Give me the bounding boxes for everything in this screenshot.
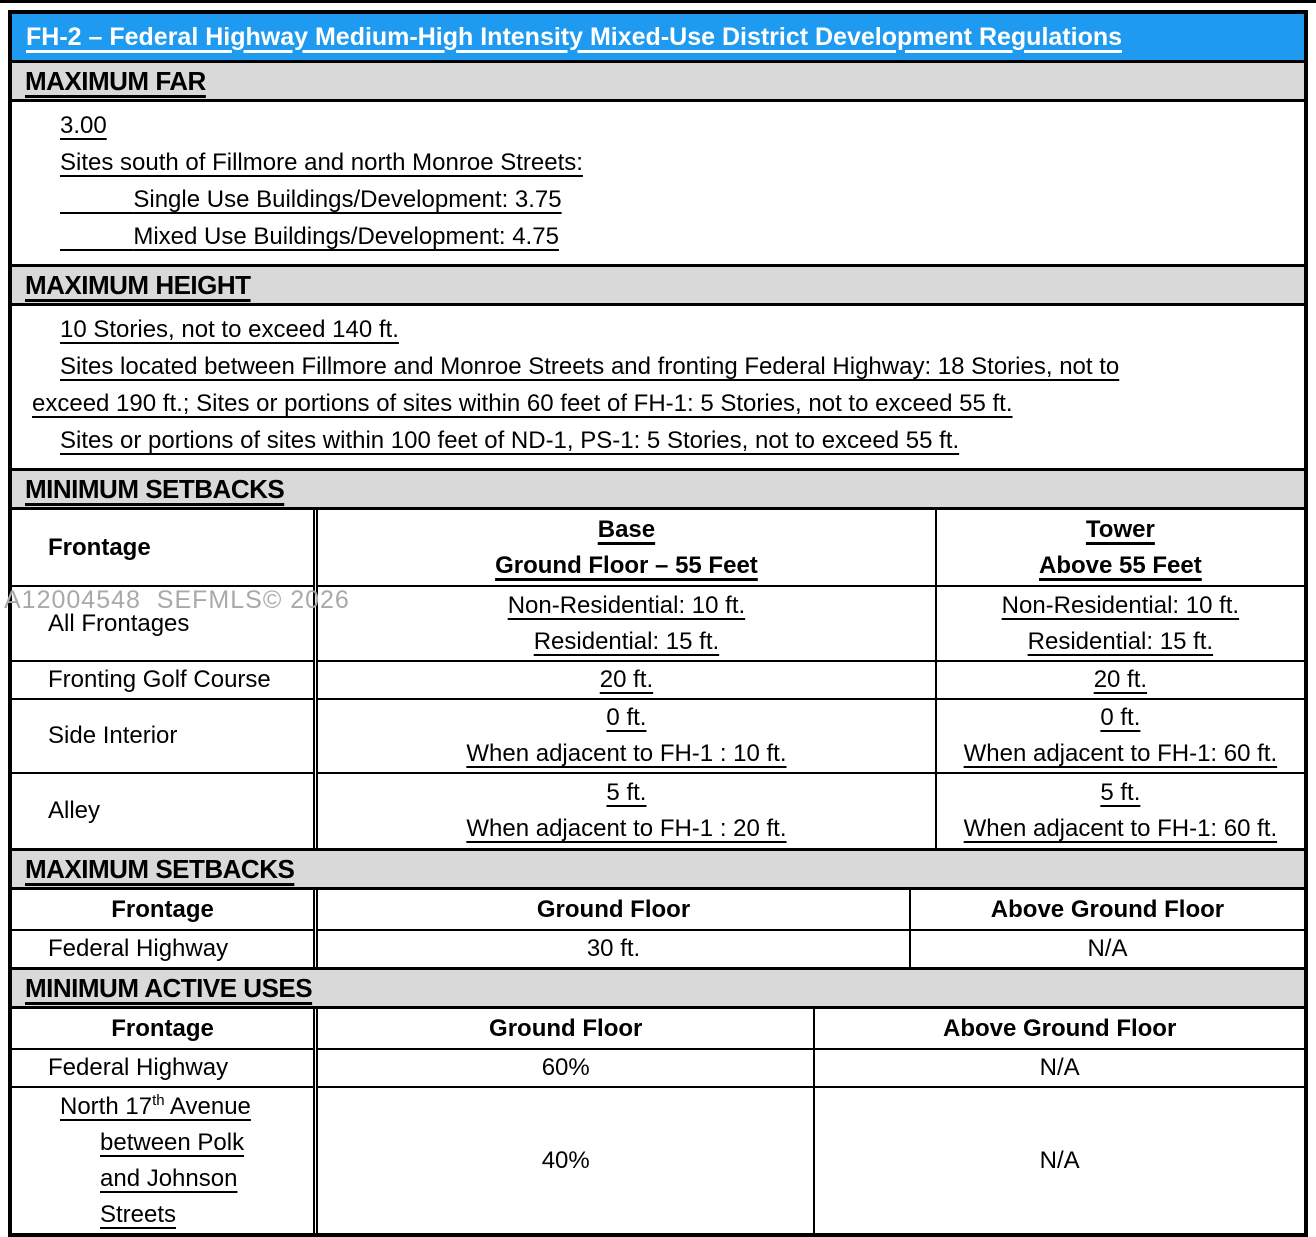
frontage-line: Streets xyxy=(100,1200,177,1228)
cell-frontage xyxy=(12,1087,316,1233)
cell-above-ground-floor: N/A xyxy=(814,1049,1304,1087)
section-heading-maximum-height xyxy=(12,264,1304,306)
section-heading-minimum-active-uses xyxy=(12,967,1304,1009)
column-header-frontage: Frontage xyxy=(12,510,316,586)
minimum-setbacks-table xyxy=(12,510,1304,848)
frontage-line: North 17th Avenue xyxy=(60,1091,251,1120)
column-header-above-ground-floor: Above Ground Floor xyxy=(910,890,1304,930)
column-header-frontage: Frontage xyxy=(12,890,316,930)
column-header-frontage: Frontage xyxy=(12,1009,316,1049)
maximum-setbacks-table xyxy=(12,890,1304,967)
table-header-row xyxy=(12,1009,1304,1049)
page-title: FH-2 – Federal Highway Medium-High Intensity Mixed-Use District Development Regulations xyxy=(26,22,1123,51)
height-line: Sites or portions of sites within 100 feet of ND-1, PS-1: 5 Stories, not to exceed 55 ft. xyxy=(60,427,960,454)
cell-ground-floor: 30 ft. xyxy=(316,930,910,967)
table-header-row xyxy=(12,510,1304,586)
section-heading-label: MINIMUM SETBACKS xyxy=(25,473,285,504)
regulations-document xyxy=(8,10,1308,1237)
maximum-far-content xyxy=(12,102,1304,264)
height-line: Sites located between Fillmore and Monroe Streets and fronting Federal Highway: 18 Stories, not to xyxy=(60,353,1120,380)
table-row xyxy=(12,1087,1304,1233)
cell-base: 20 ft. xyxy=(316,661,936,699)
cell-base: Non-Residential: 10 ft. Residential: 15 ft. xyxy=(316,586,936,661)
top-edge-line xyxy=(0,0,1316,3)
table-row xyxy=(12,661,1304,699)
column-header-base: Base Ground Floor – 55 Feet xyxy=(316,510,936,586)
section-heading-label: MINIMUM ACTIVE USES xyxy=(25,972,313,1003)
cell-base: 0 ft. When adjacent to FH-1 : 10 ft. xyxy=(316,699,936,773)
section-heading-label: MAXIMUM HEIGHT xyxy=(25,269,251,300)
cell-above-ground-floor: N/A xyxy=(814,1087,1304,1233)
cell-tower: 5 ft. When adjacent to FH-1: 60 ft. xyxy=(936,773,1304,848)
section-heading-label: MAXIMUM SETBACKS xyxy=(25,853,295,884)
height-line: exceed 190 ft.; Sites or portions of sites within 60 feet of FH-1: 5 Stories, not to exceed 55 ft. xyxy=(32,390,1013,417)
minimum-active-uses-table xyxy=(12,1009,1304,1233)
cell-above-ground-floor: N/A xyxy=(910,930,1304,967)
table-row xyxy=(12,1049,1304,1087)
table-row xyxy=(12,586,1304,661)
section-heading-label: MAXIMUM FAR xyxy=(25,65,206,96)
maximum-height-content xyxy=(12,306,1304,468)
column-header-ground-floor: Ground Floor xyxy=(316,1009,815,1049)
column-header-above-ground-floor: Above Ground Floor xyxy=(814,1009,1304,1049)
far-line: Single Use Buildings/Development: 3.75 xyxy=(133,186,562,213)
column-header-ground-floor: Ground Floor xyxy=(316,890,910,930)
cell-base: 5 ft. When adjacent to FH-1 : 20 ft. xyxy=(316,773,936,848)
mls-watermark: A12004548 SEFMLS© 2026 xyxy=(4,586,350,614)
table-row xyxy=(12,930,1304,967)
table-row xyxy=(12,773,1304,848)
frontage-line: between Polk xyxy=(100,1128,245,1156)
cell-frontage: All Frontages xyxy=(12,586,316,661)
cell-frontage: Fronting Golf Course xyxy=(12,661,316,699)
cell-ground-floor: 60% xyxy=(316,1049,815,1087)
document-title-bar xyxy=(12,14,1304,60)
section-heading-minimum-setbacks xyxy=(12,468,1304,510)
section-heading-maximum-setbacks xyxy=(12,848,1304,890)
cell-tower: 20 ft. xyxy=(936,661,1304,699)
height-line: 10 Stories, not to exceed 140 ft. xyxy=(60,316,399,343)
far-line: Sites south of Fillmore and north Monroe Streets: xyxy=(60,149,583,176)
cell-tower: 0 ft. When adjacent to FH-1: 60 ft. xyxy=(936,699,1304,773)
cell-tower: Non-Residential: 10 ft. Residential: 15 ft. xyxy=(936,586,1304,661)
cell-frontage: Alley xyxy=(12,773,316,848)
cell-ground-floor: 40% xyxy=(316,1087,815,1233)
superscript-th: th xyxy=(152,1091,165,1109)
frontage-line: and Johnson xyxy=(100,1164,238,1192)
table-row xyxy=(12,699,1304,773)
far-line: 3.00 xyxy=(60,112,107,139)
table-header-row xyxy=(12,890,1304,930)
column-header-tower: Tower Above 55 Feet xyxy=(936,510,1304,586)
section-heading-maximum-far xyxy=(12,60,1304,102)
cell-frontage: Side Interior xyxy=(12,699,316,773)
cell-frontage: Federal Highway xyxy=(12,930,316,967)
cell-frontage: Federal Highway xyxy=(12,1049,316,1087)
far-line: Mixed Use Buildings/Development: 4.75 xyxy=(133,223,559,250)
